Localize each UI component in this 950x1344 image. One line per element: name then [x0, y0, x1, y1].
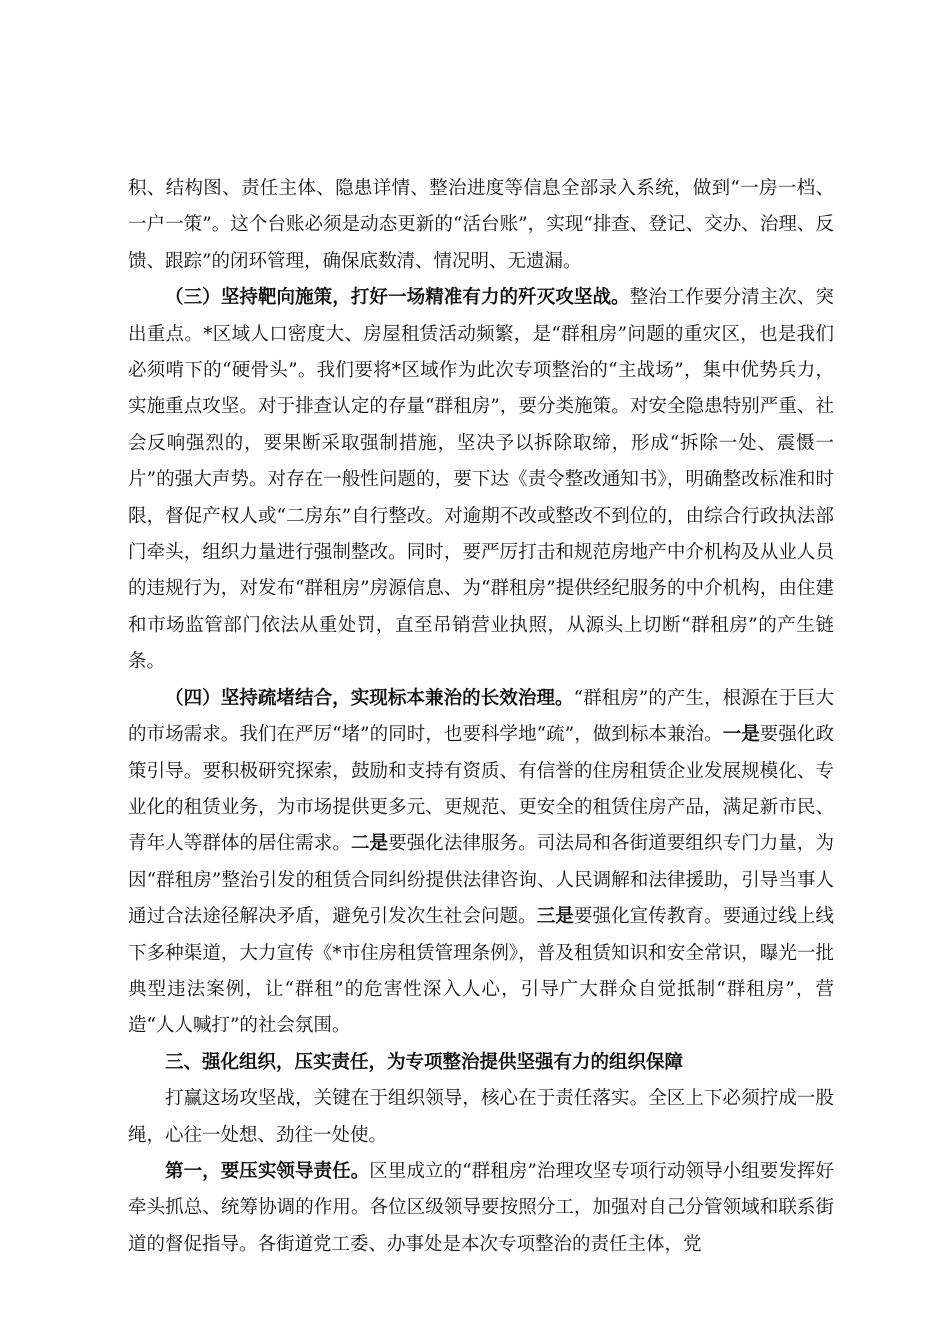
paragraph-body: “群租房”的产生，根源在于巨大的市场需求。我们在严厉“堵”的同时，也要科学地“疏”，做到标本兼治。 — [128, 687, 834, 746]
paragraph-body: 要强化政策引导。要积极研究探索，鼓励和支持有资质、有信誉的住房租赁企业发展规模化、专业化的租赁业务，为市场提供更多元、更规范、更安全的租赁住房产品，满足新市民、青年人等群体的居住需求。 — [128, 724, 834, 855]
paragraph-organization: 打赢这场攻坚战，关键在于组织领导，核心在于责任落实。全区上下必须拧成一股绳，心往一处想、劲往一处使。 — [128, 1088, 834, 1146]
keyword-second: 二是 — [350, 833, 389, 855]
paragraph-body: 要强化法律服务。司法局和各街道要组织专门力量，为因“群租房”整治引发的租赁合同纠纷提供法律咨询、人民调解和法律援助，引导当事人通过合法途径解决矛盾，避免引发次生社会问题。 — [128, 833, 834, 928]
paragraph-lead: 第一，要压实领导责任。 — [165, 1160, 370, 1182]
paragraph-body: 整治工作要分清主次、突出重点。*区域人口密度大、房屋租赁活动频繁，是“群租房”问题的重灾区，也是我们必须啃下的“硬骨头”。我们要将*区域作为此次专项整治的“主战场”，集中优势兵力，实施重点攻坚。对于排查认定的存量“群租房”，要分类施策。对安全隐患特别严重、社会反响强烈的，要果断采取强制措施，坚决予以拆除取缔，形成“拆除一处、震慑一片”的强大声势。对存在一般性问题的，要下达《责令整改通知书》，明确整改标准和时限，督促产权人或“二房东”自行整改。对逾期不改或整改不到位的，由综合行政执法部门牵头，组织力量进行强制整改。同时，要严厉打击和规范房地产中介机构及从业人员的违规行为，对发布“群租房”房源信息、为“群租房”提供经纪服务的中介机构，由住建和市场监管部门依法从重处罚，直至吊销营业执照，从源头上切断“群租房”的产生链条。 — [128, 287, 834, 673]
keyword-third: 三是 — [536, 906, 574, 928]
paragraph-targeted-measures — [128, 280, 834, 680]
paragraph-lead: （四）坚持疏堵结合，实现标本兼治的长效治理。 — [165, 687, 574, 709]
keyword-first: 一是 — [722, 724, 760, 746]
paragraph-lead: （三）坚持靶向施策，打好一场精准有力的歼灭攻坚战。 — [165, 287, 630, 309]
paragraph-body: 要强化宣传教育。要通过线上线下多种渠道，大力宣传《*市住房租赁管理条例》，普及租赁知识和安全常识，曝光一批典型违法案例，让“群租”的危害性深入人心，引导广大群众自觉抵制“群租房”，营造“人人喊打”的社会氛围。 — [128, 906, 834, 1037]
paragraph-leadership-responsibility — [128, 1154, 834, 1263]
paragraph-combined-governance — [128, 681, 834, 1045]
paragraph-body: 区里成立的“群租房”治理攻坚专项行动领导小组要发挥好牵头抓总、统筹协调的作用。各位区级领导要按照分工，加强对自己分管领域和联系街道的督促指导。各街道党工委、办事处是本次专项整治的责任主体，党 — [128, 1160, 834, 1255]
paragraph-ledger: 积、结构图、责任主体、隐患详情、整治进度等信息全部录入系统，做到“一房一档、一户一策”。这个台账必须是动态更新的“活台账”，实现“排查、登记、交办、治理、反馈、跟踪”的闭环管理，确保底数清、情况明、无遗漏。 — [128, 178, 834, 272]
document-page — [128, 171, 834, 1263]
section-heading: 三、强化组织，压实责任，为专项整治提供坚强有力的组织保障 — [165, 1051, 684, 1073]
